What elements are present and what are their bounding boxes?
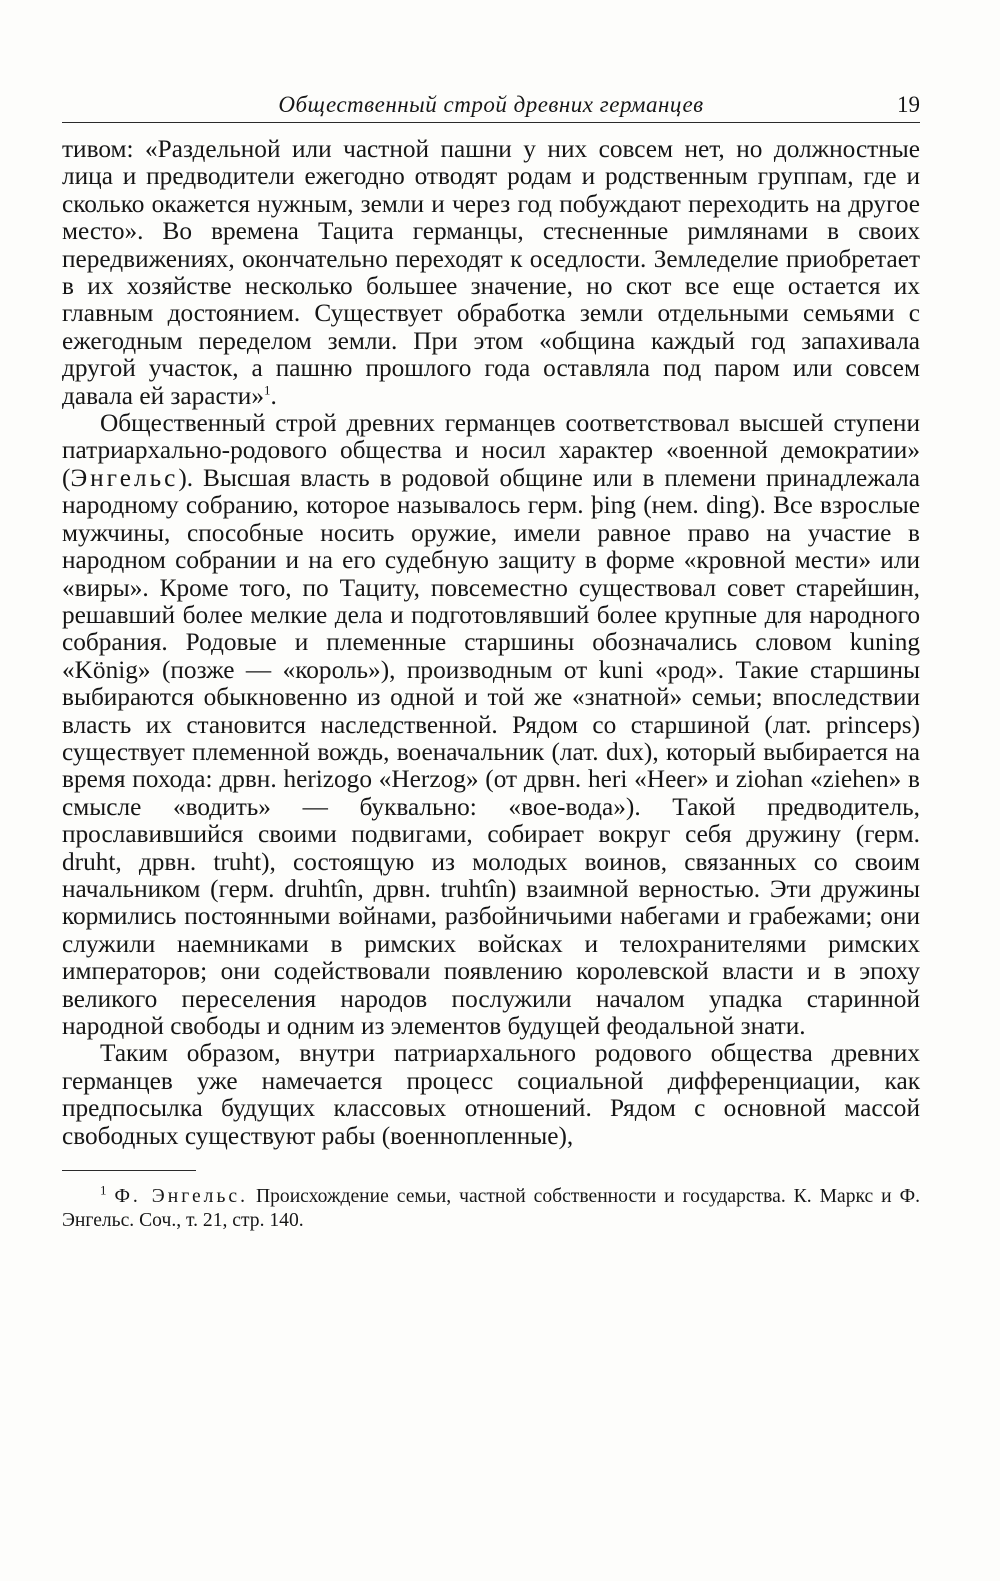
book-page <box>62 88 920 1233</box>
paragraph-3-text: Таким образом, внутри патриархального родового общества древних германцев уже намечается процесс социальной дифференциации, как предпосылка будущих классовых отношений. Рядом с основной массой свободных существуют рабы (военнопленные), <box>62 1039 920 1150</box>
paragraph-3 <box>62 1040 920 1150</box>
paragraph-1-text: тивом: «Раздельной или частной пашни у них совсем нет, но должностные лица и предводители ежегодно отводят родам и родственным группам, где и сколько окажется нужным, земли и через год побуждают переходить на другое место». Во времена Тацита германцы, стесненные римлянами в своих передвижениях, окончательно переходят к оседлости. Земледелие приобретает в их хозяйстве несколько большее значение, но скот все еще остается их главным достоянием. Существует обработка земли отдельными семьями с ежегодным переделом земли. При этом «община каждый год запахивала другой участок, а пашню прошлого года оставляла под паром или совсем давала ей зарасти» <box>62 135 920 410</box>
footnote-reference[interactable]: 1 <box>264 382 271 398</box>
paragraph-2 <box>62 410 920 1040</box>
main-text <box>62 136 920 1150</box>
footnote-text: Происхождение семьи, частной собственности и государства. К. Маркс и Ф. Энгельс. Соч., т. 21, стр. 140. <box>62 1186 920 1232</box>
footnote-author: Ф. Энгельс. <box>114 1186 248 1208</box>
footnote <box>62 1182 920 1233</box>
running-header <box>62 88 920 123</box>
paragraph-2-text-a: Общественный строй древних германцев соответствовал высшей ступени патриархально-родового общества и носил характер «военной демократии» ( <box>62 409 920 492</box>
running-title: Общественный строй древних германцев <box>278 92 704 117</box>
page-number: 19 <box>897 92 920 117</box>
footnote-marker: 1 <box>100 1182 107 1198</box>
footnote-divider <box>62 1170 196 1171</box>
paragraph-1 <box>62 136 920 410</box>
paragraph-1-end: . <box>270 381 277 410</box>
paragraph-2-text-b: ). Высшая власть в родовой общине или в племени принадлежала народному собранию, которое называлось герм. þing (нем. ding). Все взрослые мужчины, способные носить оружие, имели равное право на участие в народном собрании и на его судебную защиту в форме «кровной мести» или «виры». Кроме того, по Тациту, повсеместно существовал совет старейшин, решавший более мелкие дела и подготовлявший более крупные для народного собрания. Родовые и племенные старшины обозначались словом kuning «König» (позже — «король»), производным от kuni «род». Такие старшины выбираются обыкновенно из одной и той же «знатной» семьи; впоследствии власть их становится наследственной. Рядом со старшиной (лат. princeps) существует племенной вождь, военачальник (лат. dux), который выбирается на время похода: дрвн. herizogo «Herzog» (от дрвн. heri «Heer» и ziohan «ziehen» в смысле «водить» — буквально: «вое-вода»). Такой предводитель, прославившийся своими подвигами, собирает вокруг себя дружину (герм. druht, дрвн. truht), состоящую из молодых воинов, связанных со своим начальником (герм. druhtîn, дрвн. truhtîn) взаимной верностью. Эти дружины кормились постоянными войнами, разбойничьими набегами и грабежами; они служили наемниками в римских войсках и телохранителями римских императоров; они содействовали появлению королевской власти и в эпоху великого переселения народов послужили началом упадка старинной народной свободы и одним из элементов будущей феодальной знати. <box>62 463 920 1040</box>
cited-author: Энгельс <box>70 463 179 492</box>
